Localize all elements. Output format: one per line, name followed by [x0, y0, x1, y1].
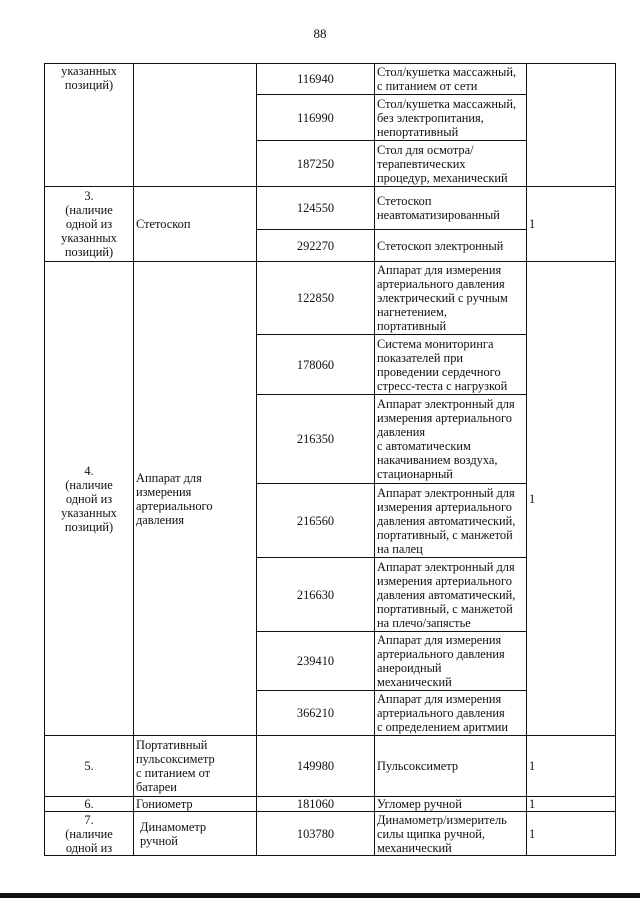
- quantity-cell: [527, 64, 616, 187]
- equipment-name-cell: [134, 64, 257, 187]
- description-cell: Аппарат электронный для измерения артериального давления автоматический, портативный, с манжетой на плечо/запястье: [375, 558, 527, 632]
- row-number-cell: 7. (наличие одной из: [45, 812, 134, 856]
- code-cell: 216630: [257, 558, 375, 632]
- description-cell: Система мониторинга показателей при проведении сердечного стресс-теста с нагрузкой: [375, 335, 527, 395]
- quantity-cell: 1: [527, 797, 616, 812]
- description-cell: Стетоскоп неавтоматизированный: [375, 187, 527, 230]
- description-cell: Аппарат для измерения артериального давления с определением аритмии: [375, 691, 527, 736]
- code-cell: 239410: [257, 632, 375, 691]
- table-row: [45, 64, 616, 95]
- description-cell: Пульсоксиметр: [375, 736, 527, 797]
- page-number: 88: [313, 26, 327, 41]
- quantity-cell: 1: [527, 812, 616, 856]
- description-cell: Угломер ручной: [375, 797, 527, 812]
- quantity-cell: 1: [527, 187, 616, 262]
- code-cell: 181060: [257, 797, 375, 812]
- code-cell: 216350: [257, 395, 375, 484]
- description-cell: Стетоскоп электронный: [375, 230, 527, 262]
- quantity-cell: 1: [527, 262, 616, 736]
- equipment-name-cell: Динамометр ручной: [134, 812, 257, 856]
- code-cell: 216560: [257, 484, 375, 558]
- description-cell: Аппарат электронный для измерения артериального давления с автоматическим накачиванием воздуха, стационарный: [375, 395, 527, 484]
- table-row: [45, 797, 616, 812]
- equipment-name-cell: Гониометр: [134, 797, 257, 812]
- equipment-table: [44, 63, 616, 856]
- row-number-cell: указанных позиций): [45, 64, 134, 187]
- code-cell: 116940: [257, 64, 375, 95]
- description-cell: Стол/кушетка массажный, без электропитания, непортативный: [375, 95, 527, 141]
- quantity-cell: 1: [527, 736, 616, 797]
- table-row: [45, 736, 616, 797]
- row-number-cell: 5.: [45, 736, 134, 797]
- table-row: [45, 812, 616, 856]
- equipment-name-cell: Аппарат для измерения артериального давления: [134, 262, 257, 736]
- description-cell: Аппарат электронный для измерения артериального давления автоматический, портативный, с манжетой на палец: [375, 484, 527, 558]
- row-number-cell: 6.: [45, 797, 134, 812]
- table-row: [45, 262, 616, 335]
- description-cell: Стол для осмотра/ терапевтических процедур, механический: [375, 141, 527, 187]
- code-cell: 187250: [257, 141, 375, 187]
- equipment-name-cell: Стетоскоп: [134, 187, 257, 262]
- scan-border: [0, 893, 640, 898]
- code-cell: 149980: [257, 736, 375, 797]
- code-cell: 292270: [257, 230, 375, 262]
- code-cell: 116990: [257, 95, 375, 141]
- description-cell: Аппарат для измерения артериального давления анероидный механический: [375, 632, 527, 691]
- equipment-name-cell: Портативный пульсоксиметр с питанием от батареи: [134, 736, 257, 797]
- code-cell: 122850: [257, 262, 375, 335]
- description-cell: Стол/кушетка массажный, с питанием от сети: [375, 64, 527, 95]
- row-number-cell: 4. (наличие одной из указанных позиций): [45, 262, 134, 736]
- code-cell: 103780: [257, 812, 375, 856]
- description-cell: Динамометр/измеритель силы щипка ручной, механический: [375, 812, 527, 856]
- code-cell: 178060: [257, 335, 375, 395]
- description-cell: Аппарат для измерения артериального давления электрический с ручным нагнетением, портативный: [375, 262, 527, 335]
- row-number-cell: 3. (наличие одной из указанных позиций): [45, 187, 134, 262]
- code-cell: 124550: [257, 187, 375, 230]
- table-row: [45, 187, 616, 230]
- code-cell: 366210: [257, 691, 375, 736]
